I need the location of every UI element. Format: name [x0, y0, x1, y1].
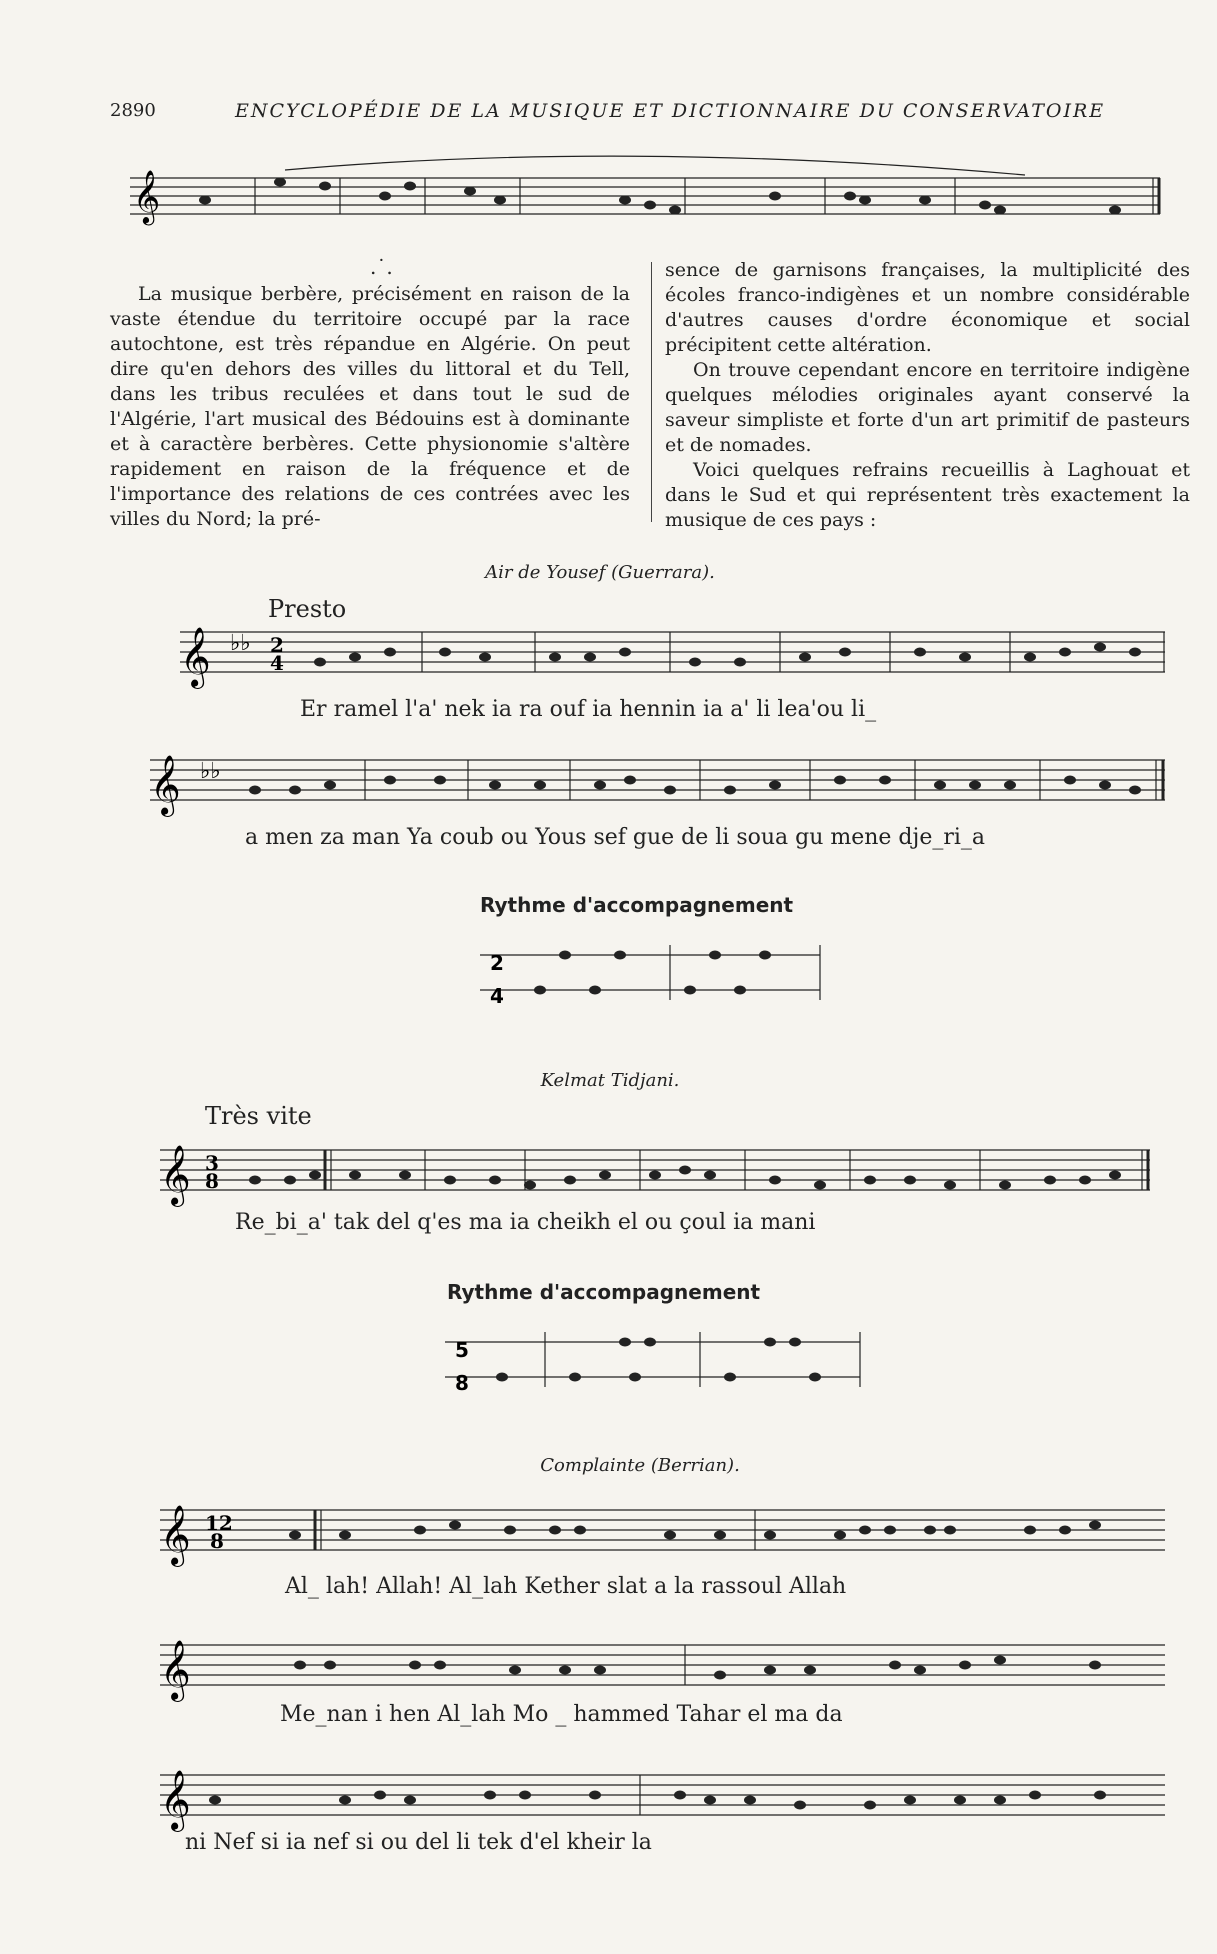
paragraph: Voici quelques refrains recueillis à Laghouat et dans le Sud et qui représentent très exactement la musique de ces pays : [665, 459, 1190, 531]
tempo-marking: Très vite [205, 1102, 312, 1130]
svg-text:𝄞: 𝄞 [160, 1640, 191, 1700]
rhythm-staff-kelmat [440, 1312, 880, 1417]
piece-title-complainte: Complainte (Berrian). [540, 1455, 740, 1476]
music-staff-yousef-1 [150, 612, 1170, 702]
svg-text:8: 8 [205, 1169, 219, 1193]
text-column-left [110, 282, 630, 532]
svg-text:2: 2 [490, 951, 504, 975]
time-signatures [10, 1948, 18, 1949]
rhythm-label: Rythme d'accompagnement [480, 893, 794, 917]
page-header [110, 100, 1110, 130]
svg-text:𝄞: 𝄞 [150, 755, 181, 815]
svg-text:♭♭: ♭♭ [230, 631, 251, 656]
piece-title-kelmat: Kelmat Tidjani. [540, 1070, 680, 1091]
lyrics-line: a men za man Ya coub ou Yous sef gue de li soua gu mene dje_ri_a [245, 825, 986, 850]
music-staff-complainte-2 [150, 1625, 1170, 1710]
svg-text:3: 3 [205, 1151, 219, 1175]
svg-text:𝄞: 𝄞 [160, 1145, 191, 1205]
piece-title-yousef: Air de Yousef (Guerrara). [485, 562, 715, 583]
svg-text:8: 8 [210, 1529, 224, 1553]
music-staff-yousef-2 [150, 740, 1170, 830]
svg-text:𝄞: 𝄞 [160, 1505, 191, 1565]
section-ornament: .˙. [370, 255, 393, 279]
paragraph: La musique berbère, précisément en raison de la vaste étendue du territoire occupé par la race autochtone, est très répandue en Algérie. On peut dire qu'en dehors des villes du littoral et du Tell, dans les tribus reculées et dans tout le sud de l'Algérie, l'art musical des Bédouins est à dominante et à caractère berbères. Cette physionomie s'altère rapidement en raison de la fréquence et de l'importance des relations de ces contrées avec les villes du Nord; la pré- [110, 283, 630, 530]
music-staff-kelmat [150, 1130, 1170, 1220]
rhythm-staff-yousef [470, 925, 830, 1040]
tempo-marking: Presto [268, 595, 347, 623]
music-staff-continuation [125, 150, 1165, 240]
svg-text:𝄞: 𝄞 [180, 627, 211, 687]
svg-text:4: 4 [490, 984, 504, 1008]
lyrics-line: Me_nan i hen Al_lah Mo _ hammed Tahar el ma da [280, 1702, 843, 1727]
running-title: ENCYCLOPÉDIE DE LA MUSIQUE ET DICTIONNAIRE DU CONSERVATOIRE [235, 100, 1106, 122]
time-signature [16, 1948, 18, 1949]
paragraph: sence de garnisons françaises, la multiplicité des écoles franco-indigènes et un nombre considérable d'autres causes d'ordre économique et social précipitent cette altération. [665, 259, 1190, 356]
svg-text:𝄞: 𝄞 [133, 169, 161, 223]
lyrics-line: Er ramel l'a' nek ia ra ouf ia hennin ia a' li lea'ou li_ [300, 697, 877, 722]
svg-text:𝄞: 𝄞 [160, 1770, 191, 1830]
lyrics-line: Re_bi_a' tak del q'es ma ia cheikh el ou çoul ia mani [235, 1210, 816, 1235]
column-divider [651, 262, 652, 522]
svg-text:2: 2 [270, 633, 284, 657]
text-column-right [665, 258, 1190, 533]
svg-text:5: 5 [455, 1338, 469, 1362]
rhythm-label: Rythme d'accompagnement [447, 1280, 761, 1304]
lyrics-line: ni Nef si ia nef si ou del li tek d'el kheir la [185, 1830, 652, 1855]
page-number: 2890 [110, 100, 156, 121]
svg-text:4: 4 [270, 651, 284, 675]
paragraph: On trouve cependant encore en territoire indigène quelques mélodies originales ayant conservé la saveur simpliste et forte d'un art primitif de pasteurs et de nomades. [665, 359, 1190, 456]
music-staff-complainte-3 [150, 1755, 1170, 1840]
svg-text:♭♭: ♭♭ [200, 759, 221, 784]
svg-text:12: 12 [205, 1511, 233, 1535]
svg-text:8: 8 [455, 1371, 469, 1395]
music-staff-complainte-1 [150, 1490, 1170, 1575]
lyrics-line: Al_ lah! Allah! Al_lah Kether slat a la rassoul Allah [285, 1574, 847, 1599]
